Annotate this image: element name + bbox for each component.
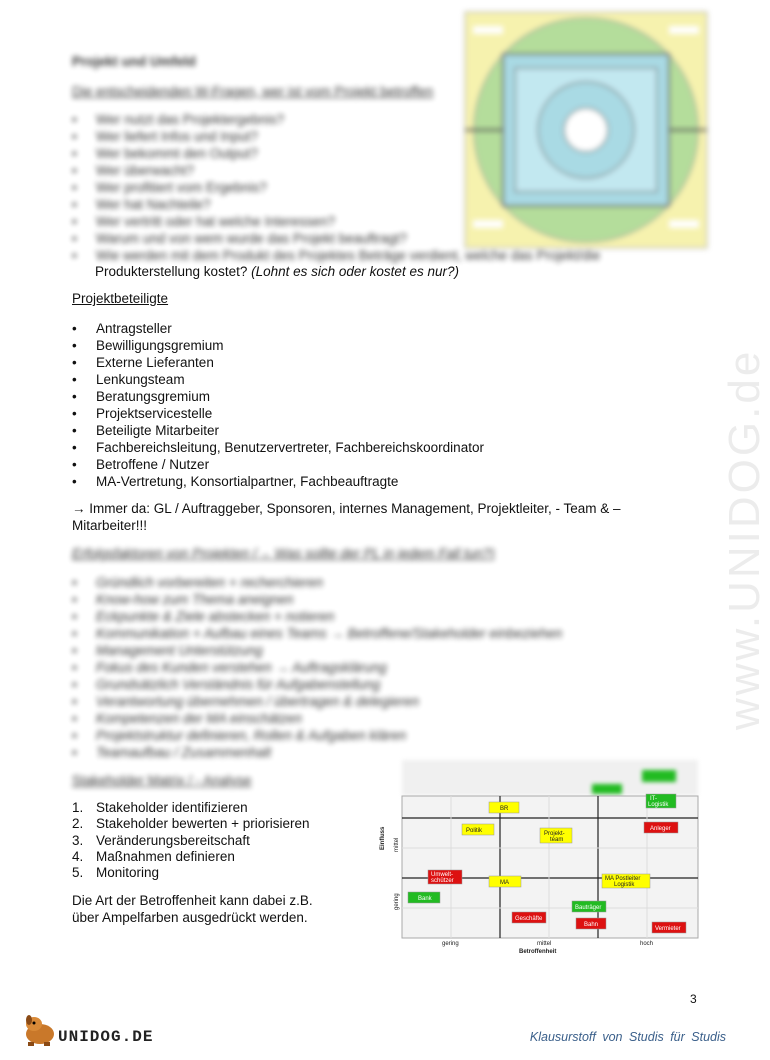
svg-text:Umwelt-: Umwelt- bbox=[431, 872, 453, 878]
list-item: • Beratungsgremium bbox=[72, 389, 211, 404]
list-item: • Wer bekommt den Output? bbox=[72, 146, 258, 161]
matrix-box-it-logistik bbox=[646, 794, 676, 808]
list-item: • Wer nutzt das Projektergebnis? bbox=[72, 112, 285, 127]
matrix-box-umweltschuetzer bbox=[428, 870, 462, 884]
stakeholder-matrix bbox=[372, 758, 704, 958]
arrow-icon: → bbox=[72, 501, 86, 516]
svg-text:BR: BR bbox=[500, 806, 509, 812]
section-heading-projektbeteiligte: Projektbeteiligte bbox=[72, 291, 169, 306]
svg-text:Bahn: Bahn bbox=[584, 922, 599, 928]
x-tick-label: gering bbox=[442, 941, 459, 947]
x-tick-label: hoch bbox=[640, 941, 654, 947]
blurred-subheading: Die entscheidenden W-Fragen, wer ist vom Projekt betroffen bbox=[72, 84, 434, 99]
svg-text:MA: MA bbox=[500, 880, 509, 886]
list-item: 3. Veränderungsbereitschaft bbox=[72, 832, 250, 848]
list-item: • Betroffene / Nutzer bbox=[72, 457, 210, 472]
blurred-heading-stakeholder: Stakeholder Matrix / - Analyse bbox=[72, 773, 252, 788]
svg-text:Bank: Bank bbox=[418, 896, 432, 902]
list-item: • Lenkungsteam bbox=[72, 372, 185, 387]
svg-text:Logistik: Logistik bbox=[648, 802, 669, 808]
list-item: • Teamaufbau / Zusammenhalt bbox=[72, 745, 272, 760]
list-item: • Wer überwacht? bbox=[72, 163, 195, 178]
projektbeteiligte-list bbox=[72, 320, 484, 490]
list-item: • Externe Lieferanten bbox=[72, 355, 214, 370]
ampel-text-2: über Ampelfarben ausgedrückt werden. bbox=[72, 910, 308, 925]
list-item: • Management Unterstützung bbox=[72, 643, 263, 658]
y-axis-title: Einfluss bbox=[380, 826, 386, 850]
blurred-erfolgsfaktoren-list bbox=[72, 574, 562, 761]
list-item: • Know-how zum Thema aneignen bbox=[72, 592, 294, 607]
list-item: • Wie werden mit dem Produkt des Projektes Beträge verdient, welche das Projekt/die bbox=[72, 248, 601, 263]
always-present-line-2: Mitarbeiter!!! bbox=[72, 518, 148, 533]
list-item: • Eckpunkte & Ziele abstecken + notieren bbox=[72, 609, 335, 624]
list-item: • MA-Vertretung, Konsortialpartner, Fachbeauftragte bbox=[72, 474, 399, 489]
list-item: 1. Stakeholder identifizieren bbox=[72, 800, 248, 815]
svg-text:MA Postleiter: MA Postleiter bbox=[605, 876, 641, 882]
blurred-heading: Projekt und Umfeld bbox=[72, 54, 196, 69]
svg-text:Vermieter: Vermieter bbox=[655, 926, 681, 932]
unidog-logo-icon bbox=[22, 1014, 60, 1049]
x-axis-title: Betroffenheit bbox=[519, 949, 557, 955]
footer-slogan: Klausurstoff von Studis für Studis bbox=[529, 1030, 726, 1044]
blurred-heading-erfolgsfaktoren: Erfolgsfaktoren von Projekten (→ Was sollte der PL in jedem Fall tun?) bbox=[72, 546, 495, 561]
list-item: 4. Maßnahmen definieren bbox=[72, 848, 235, 864]
list-item: • Projektservicestelle bbox=[72, 406, 213, 421]
matrix-box-bank bbox=[408, 892, 440, 903]
list-item: • Verantwortung übernehmen / übertragen & delegieren bbox=[72, 694, 419, 709]
svg-text:schützer: schützer bbox=[431, 878, 454, 884]
svg-text:Politik: Politik bbox=[466, 828, 483, 834]
list-item: • Antragsteller bbox=[72, 321, 172, 336]
list-item: • Wer hat Nachteile? bbox=[72, 197, 211, 212]
logo-text: UNIDOG.DE bbox=[58, 1028, 154, 1046]
stakeholder-steps-list bbox=[72, 800, 310, 881]
matrix-box-bahn bbox=[576, 918, 606, 929]
list-item: • Kommunikation + Aufbau eines Teams → Betroffene/Stakeholder einbeziehen bbox=[72, 626, 563, 641]
matrix-box-projektteam bbox=[540, 828, 572, 843]
matrix-box-bautraeger bbox=[572, 901, 606, 912]
list-item: • Grundsätzlich Verständnis für Aufgabenstellung bbox=[72, 677, 381, 692]
list-item: • Wer vertritt oder hat welche Interessen? bbox=[72, 214, 336, 229]
list-item: 5. Monitoring bbox=[72, 865, 160, 881]
matrix-box-geschaefte bbox=[512, 912, 546, 923]
matrix-box-br bbox=[489, 802, 519, 813]
list-item: • Warum und von wem wurde das Projekt beauftragt? bbox=[72, 231, 407, 246]
list-item: • Projektstruktur definieren, Rollen & Aufgaben klären bbox=[72, 728, 407, 743]
list-item: • Beteiligte Mitarbeiter bbox=[72, 423, 220, 438]
always-present-line: → Immer da: GL / Auftraggeber, Sponsoren, internes Management, Projektleiter, - Team & – bbox=[72, 501, 621, 516]
list-item: 2. Stakeholder bewerten + priorisieren bbox=[72, 816, 310, 832]
blurred-question-list bbox=[72, 111, 600, 264]
list-item: • Wer liefert Infos und Input? bbox=[72, 129, 258, 144]
watermark-text: www.UNIDOG.de bbox=[720, 348, 769, 730]
list-item: • Bewilligungsgremium bbox=[72, 338, 224, 353]
y-tick-label: gering bbox=[394, 893, 400, 910]
svg-text:Anleger: Anleger bbox=[650, 826, 671, 832]
matrix-box-politik bbox=[462, 824, 494, 835]
svg-text:Bauträger: Bauträger bbox=[575, 905, 602, 911]
list-item: • Fachbereichsleitung, Benutzervertreter, Fachbereichskoordinator bbox=[72, 440, 484, 455]
matrix-box-vermieter bbox=[652, 922, 686, 933]
matrix-box-ma bbox=[489, 876, 521, 887]
svg-text:Logistik: Logistik bbox=[614, 882, 635, 888]
svg-text:Projekt-: Projekt- bbox=[544, 831, 565, 837]
y-tick-label: mittel bbox=[394, 837, 400, 852]
svg-text:Geschäfte: Geschäfte bbox=[515, 916, 543, 922]
page-number: 3 bbox=[690, 992, 697, 1006]
matrix-box-ma-postleiter bbox=[602, 874, 650, 888]
x-tick-label: mittel bbox=[537, 941, 552, 947]
ampel-text-1: Die Art der Betroffenheit kann dabei z.B. bbox=[72, 893, 313, 908]
question-continuation: Produkterstellung kostet? (Lohnt es sich oder kostet es nur?) bbox=[95, 264, 459, 279]
list-item: • Gründlich vorbereiten + recherchieren bbox=[72, 575, 323, 590]
matrix-box-anleger bbox=[644, 822, 678, 833]
list-item: • Fokus des Kunden verstehen → Auftragsklärung bbox=[72, 660, 387, 675]
svg-text:team: team bbox=[550, 837, 564, 843]
list-item: • Wer profitiert vom Ergebnis? bbox=[72, 180, 267, 195]
svg-text:IT-: IT- bbox=[650, 796, 657, 802]
list-item: • Kompetenzen der MA einschätzen bbox=[72, 711, 302, 726]
